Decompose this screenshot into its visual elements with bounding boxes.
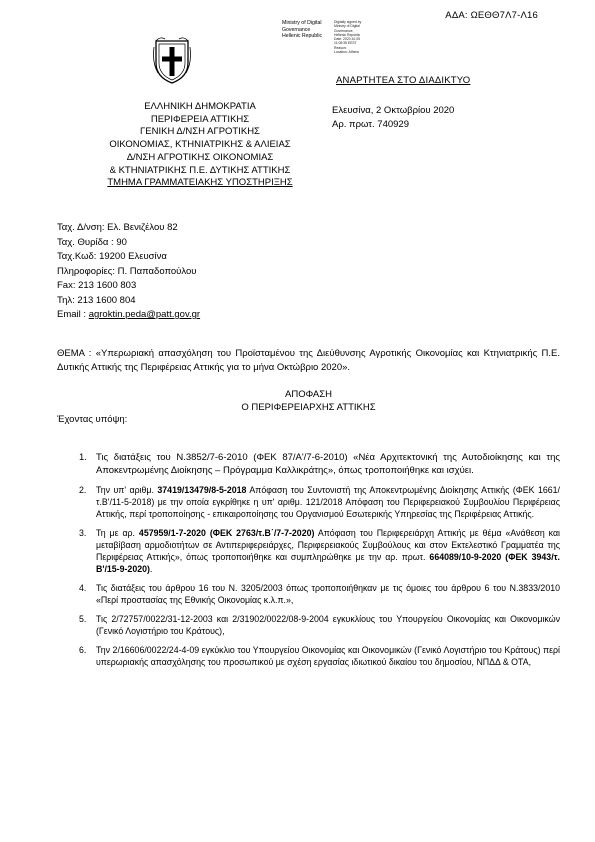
item-text: Την υπ' αριθμ.: [96, 485, 158, 495]
item-number: 4.: [79, 583, 87, 593]
ada-code: ΑΔΑ: ΩΕΘΘ7Λ7-Λ16: [445, 10, 538, 21]
place-date: Ελευσίνα, 2 Οκτωβρίου 2020: [332, 105, 455, 116]
item-text: .: [149, 564, 153, 574]
decision-heading: [57, 388, 560, 414]
email-link[interactable]: agroktin.peda@patt.gov.gr: [88, 309, 201, 320]
issuer-line: Δ/ΝΣΗ ΑΓΡΟΤΙΚΗΣ ΟΙΚΟΝΟΜΙΑΣ: [126, 151, 274, 163]
item-text: Τις διατάξεις του Ν.3852/7-6-2010 (ΦΕΚ 87/Α'/7-6-2010) «Νέα Αρχιτεκτονική της Αυτοδιοίκησης και της Αποκεντρωμένης Διοίκησης – Πρόγραμμα Καλλικράτης», όπως τροποποιήθηκε και ισχύει.: [96, 452, 560, 476]
item-number: 3.: [79, 528, 87, 538]
considerations-list: [79, 451, 560, 675]
greek-coat-of-arms-icon: [152, 35, 192, 85]
item-reference: 664089/10-9-2020 (ΦΕΚ 3943/τ. Β'/15-9-2020): [96, 552, 561, 574]
item-text: Απόφαση του Συντονιστή της Αποκεντρωμένης Διοίκησης Αττικής (ΦΕΚ 1661/τ.Β'/11-5-2018) με την οποία εγκρίθηκε η υπ' αριθμ. 121/2018 Απόφαση του Περιφερειακού Συμβουλίου Περιφέρειας Αττικής, περί τροποποίησης - επικαιροποίησης του Οργανισμού Εσωτερικής Υπηρεσίας της Περιφέρειας Αττικής.: [96, 485, 560, 519]
item-text: Τη με αρ.: [96, 528, 139, 538]
list-item: [79, 644, 560, 668]
postal-address: Ταχ. Δ/νση: Ελ. Βενιζέλου 82: [57, 222, 178, 233]
list-item: [79, 484, 560, 520]
signature-details: Digitally signed by Ministry of Digital Governance, Hellenic Republic Date: 2020.10.05 11:05:35 EEST Reason: Location: Athens: [334, 20, 362, 55]
fax-number: Fax: 213 1600 803: [57, 280, 137, 291]
issuer-line: ΓΕΝΙΚΗ Δ/ΝΣΗ ΑΓΡΟΤΙΚΗΣ: [140, 126, 260, 138]
department-name: ΤΜΗΜΑ ΓΡΑΜΜΑΤΕΙΑΚΗΣ ΥΠΟΣΤΗΡΙΞΗΣ: [107, 177, 293, 189]
email-row: [57, 308, 200, 323]
po-box: Ταχ. Θυρίδα : 90: [57, 236, 127, 248]
issuer-line: & ΚΤΗΝΙΑΤΡΙΚΗΣ Π.Ε. ΔΥΤΙΚΗΣ ΑΤΤΙΚΗΣ: [109, 164, 291, 176]
decision-title: ΑΠΟΦΑΣΗ: [285, 389, 332, 400]
item-text: Τις 2/72757/0022/31-12-2003 και 2/31902/0022/08-9-2004 εγκυκλίους του Υπουργείου Οικονομίας και Οικονομικών (Γενικό Λογιστήριο του Κράτους),: [96, 614, 560, 636]
list-item: [79, 582, 560, 606]
posting-notice: ΑΝΑΡΤΗΤΕΑ ΣΤΟ ΔΙΑΔΙΚΤΥΟ: [336, 75, 471, 86]
issuer-header: [84, 101, 316, 190]
subject-line: ΘΕΜΑ : «Υπερωριακή απασχόληση του Προϊσταμένου της Διεύθυνσης Αγροτικής Οικονομίας και Κτηνιατρικής Π.Ε. Δυτικής Αττικής της Περιφέρειας Αττικής για το μήνα Οκτώβριο 2020».: [57, 348, 560, 373]
item-number: 2.: [79, 485, 87, 495]
signature-issuer: Ministry of Digital Governance Hellenic Republic: [282, 20, 323, 40]
item-reference: 457959/1-7-2020 (ΦΕΚ 2763/τ.Β΄/7-7-2020): [138, 528, 315, 538]
info-contact: Πληροφορίες: Π. Παπαδοπούλου: [57, 265, 197, 277]
item-reference: 37419/13479/8-5-2018: [157, 485, 247, 495]
item-text: Τις διατάξεις του άρθρου 16 του Ν. 3205/2003 όπως τροποποιήθηκαν με τις όμοιες του άρθρου 6 του Ν.3833/2010 «Περί προστασίας της Εθνικής Οικονομίας κ.λ.π.»,: [96, 583, 560, 605]
item-number: 6.: [79, 645, 87, 655]
issuer-line: ΕΛΛΗΝΙΚΗ ΔΗΜΟΚΡΑΤΙΑ: [144, 101, 256, 112]
list-item: [79, 613, 560, 637]
issuer-line: ΟΙΚΟΝΟΜΙΑΣ, ΚΤΗΝΙΑΤΡΙΚΗΣ & ΑΛΙΕΙΑΣ: [109, 139, 291, 151]
item-text: Απόφαση του Περιφερειάρχη Αττικής με θέμα «Ανάθεση και μεταβίβαση αρμοδιοτήτων σε Αντιπεριφερειάρχες, Περιφερειακούς Συμβούλους και στον Εκτελεστικό Γραμματέα της Περιφέρειας Αττικής», όπως τροποποιήθηκε και συμπληρώθηκε με την αρ. πρωτ.: [96, 528, 560, 562]
phone-number: Τηλ: 213 1600 804: [57, 294, 136, 306]
email-label: Email :: [57, 309, 89, 320]
item-number: 5.: [79, 614, 87, 624]
list-item: [79, 451, 560, 477]
considering-label: Έχοντας υπόψη:: [57, 414, 128, 425]
list-item: [79, 527, 560, 575]
item-number: 1.: [79, 452, 87, 463]
date-protocol: [332, 104, 454, 132]
protocol-number: Αρ. πρωτ. 740929: [332, 119, 409, 130]
postcode: Ταχ.Κωδ: 19200 Ελευσίνα: [57, 251, 167, 262]
decision-authority: Ο ΠΕΡΙΦΕΡΕΙΑΡΧΗΣ ΑΤΤΙΚΗΣ: [241, 402, 376, 413]
issuer-line: ΠΕΡΙΦΕΡΕΙΑ ΑΤΤΙΚΗΣ: [150, 113, 250, 125]
contact-block: [57, 221, 200, 323]
item-text: Την 2/16606/0022/24-4-09 εγκύκλιο του Υπουργείου Οικονομίας και Οικονομικών (Γενικό Λογιστήριο του Κράτους) περί υπερωριακής απασχόλησης του προσωπικού με σχέση εργασίας ιδιωτικού δικαίου του δημοσίου, ΝΠΔΔ & ΟΤΑ,: [96, 645, 560, 667]
